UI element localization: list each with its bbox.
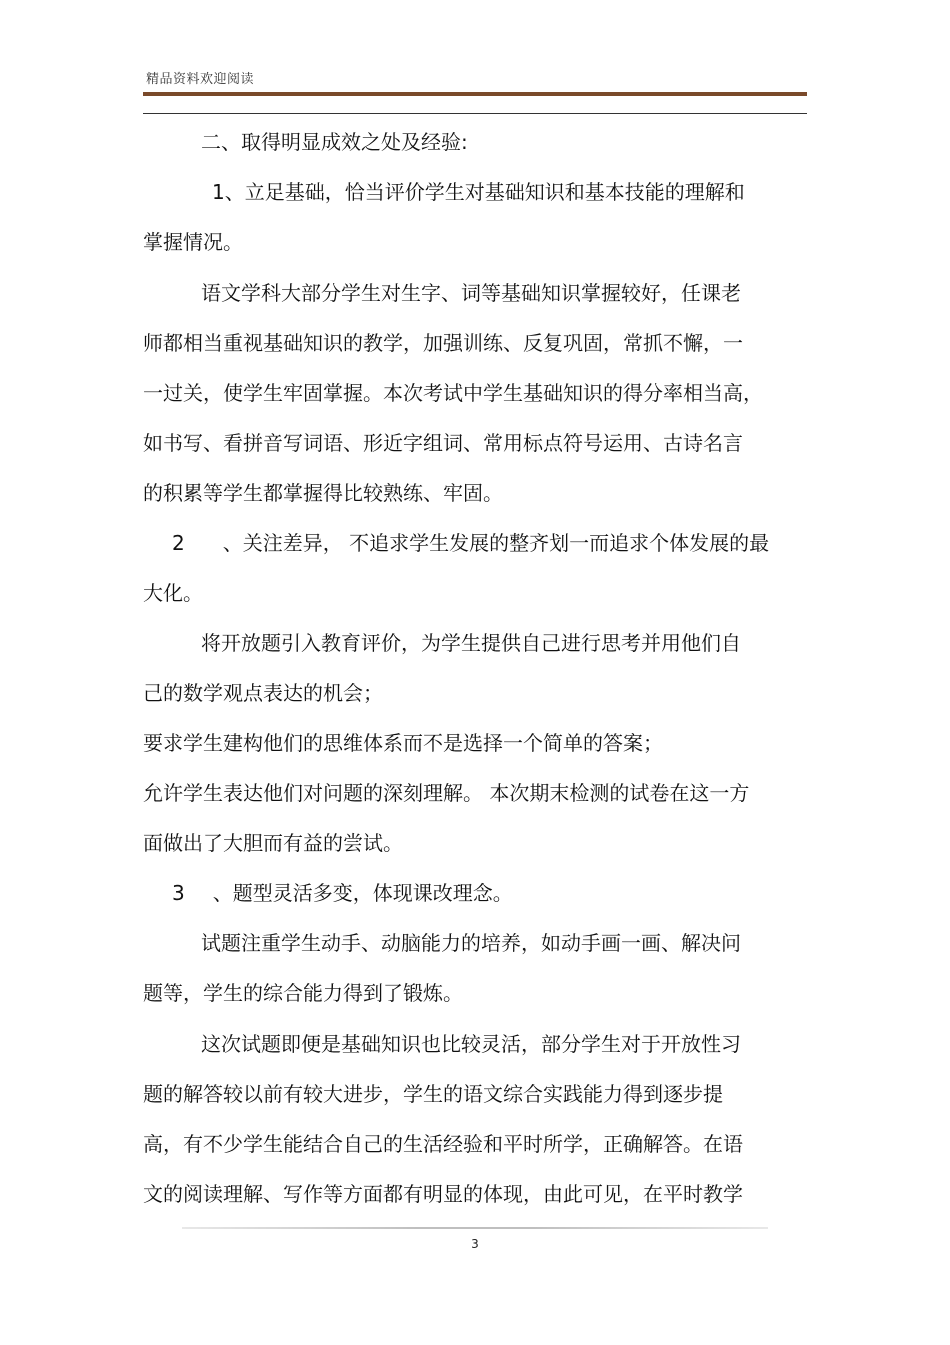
- item-3-number: 3: [172, 881, 185, 905]
- item-1-heading-cont: 掌握情况。: [143, 230, 243, 254]
- paragraph-line: 面做出了大胆而有益的尝试。: [143, 831, 403, 855]
- paragraph-line: 要求学生建构他们的思维体系而不是选择一个简单的答案；: [143, 731, 663, 755]
- page-number: 3: [471, 1237, 479, 1251]
- item-3-heading-text: 、题型灵活多变，体现课改理念。: [212, 881, 513, 905]
- paragraph-line: 语文学科大部分学生对生字、词等基础知识掌握较好，任课老: [201, 281, 741, 305]
- item-2-heading-cont: 大化。: [143, 581, 203, 605]
- paragraph-line: 允许学生表达他们对问题的深刻理解。 本次期末检测的试卷在这一方: [143, 781, 750, 805]
- item-2-heading: [172, 531, 769, 555]
- item-1-heading: 1、立足基础，恰当评价学生对基础知识和基本技能的理解和: [212, 180, 745, 204]
- paragraph-line: 一过关，使学生牢固掌握。本次考试中学生基础知识的得分率相当高，: [143, 381, 763, 405]
- paragraph-line: 文的阅读理解、写作等方面都有明显的体现，由此可见，在平时教学: [143, 1182, 743, 1206]
- footer-divider: [182, 1227, 768, 1229]
- header-divider-thick: [143, 92, 807, 96]
- item-2-number: 2: [172, 531, 185, 555]
- paragraph-line: 高，有不少学生能结合自己的生活经验和平时所学，正确解答。在语: [143, 1132, 743, 1156]
- paragraph-line: 题等，学生的综合能力得到了锻炼。: [143, 981, 463, 1005]
- header-divider-thin: [143, 113, 807, 114]
- item-3-heading: [172, 881, 513, 905]
- paragraph-line: 试题注重学生动手、动脑能力的培养，如动手画一画、解决问: [201, 931, 741, 955]
- paragraph-line: 己的数学观点表达的机会；: [143, 681, 383, 705]
- paragraph-line: 师都相当重视基础知识的教学，加强训练、反复巩固，常抓不懈，一: [143, 331, 743, 355]
- header-title: 精品资料欢迎阅读: [146, 72, 255, 87]
- section-heading: 二、取得明显成效之处及经验:: [201, 130, 468, 154]
- paragraph-line: 将开放题引入教育评价，为学生提供自己进行思考并用他们自: [201, 631, 741, 655]
- item-2-heading-text: 、关注差异， 不追求学生发展的整齐划一而追求个体发展的最: [222, 531, 770, 555]
- paragraph-line: 的积累等学生都掌握得比较熟练、牢固。: [143, 481, 503, 505]
- paragraph-line: 题的解答较以前有较大进步，学生的语文综合实践能力得到逐步提: [143, 1082, 723, 1106]
- paragraph-line: 这次试题即便是基础知识也比较灵活，部分学生对于开放性习: [201, 1032, 741, 1056]
- paragraph-line: 如书写、看拼音写词语、形近字组词、常用标点符号运用、古诗名言: [143, 431, 743, 455]
